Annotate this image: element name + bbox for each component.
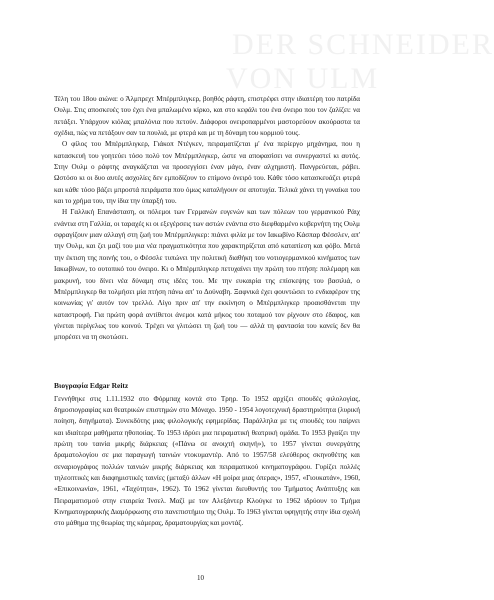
page-number: 10	[197, 574, 204, 582]
document-body	[54, 94, 360, 530]
biography-paragraph: Γεννήθηκε στις 1.11.1932 στο Φόρμπαχ κοντά στο Τρηρ. Το 1952 αρχίζει σπουδές φιλολογίας, δημοσιογραφίας και θεατρικών επιστημών στο Μόναχο. 1950 - 1954 λογοτεχνική δραστηριότητα (λυρική ποίηση, διηγήματα). Συνεκδότης μιας φιλολογικής εφημερίδας. Παράλληλα με τις σπουδές του παίρνει και ιδιαίτερα μαθήματα ηθοποιίας. Το 1953 ιδρύει μια πειραματική θεατρική ομάδα. Το 1953 βγαίζει την πρώτη του ταινία μικρής διάρκειας («Πάνω σε ανοιχτή σκηνή»), το 1957 γίνεται συνεργάτης δραματολογίου σε μια παραγωγή ταινιών ντοκυμαντέρ. Από το 1957/58 ελεύθερος σκηνοθέτης και σεναριογράφος πολλών ταινιών μικρής διάρκειας και πειραματικού κινηματογράφου. Γυρίζει πολλές τηλεοπτικές και διαφημιστικές ταινίες (μεταξύ άλλων «Η μοίρα μιας όπερας», 1957, «Γιουκατάν», 1960, «Επικοινωνία», 1961, «Ταχύτητα», 1962). Τό 1962 γίνεται διευθυντής του Τμήματος Ανάπτυξης και Πειραματισμού στην εταιρεία Ίνσελ. Μαζί με τον Αλεξάντερ Κλούγκε το 1962 ιδρύουν το Τμήμα Κινηματογραφικής Διαμόρφωσης στο πανεπιστήμιο της Ουλμ. Το 1963 γίνεται υφηγητής στην ίδια σχολή στο μάθημα της θεωρίας της κάμερας, δραματουργίας και μοντάζ.	[54, 394, 360, 528]
synopsis-paragraph-1: Τέλη του 18ου αιώνα: ο Άλμπρεχτ Μπέρμπλιγκερ, βοηθός ράφτη, επιστρέφει στην ιδιαιτέρη του πατρίδα Ουλμ. Στις αποσκευές του έχει ένα μπαλωμένο κίρκο, και στο κεφάλι του ένα όνειρο που τον ζαλίζει: να πετάξει. Υπάρχουν κιόλας μπαλόνια που πετούν. Διάφοροι ονειροπαρμένοι μαστορεύουν ακούραστα τα σχέδια, πώς να πετάξουν σαν τα πουλιά, με φτερά και με τη δύναμη του κορμιού τους.	[54, 95, 360, 138]
watermark-line-2: VON ULM	[226, 62, 380, 95]
header-watermark	[226, 28, 494, 96]
biography-heading: Βιογραφία Edgar Reitz	[54, 380, 129, 390]
synopsis-paragraph-3: Η Γαλλική Επανάσταση, οι πόλεμοι των Γερμανών ευγενών και των πόλεων του γερμανικού Ράιχ ενάντια στη Γαλλία, οι ταραχές κι οι εξεγέρσεις των αστών ενάντια στο διεφθαρμένο κυβερνήτη της Ουλμ σφραγίζουν μιαν αλλαγή στη ζωή του Μπέρμπλιγκερ: πιάνει φιλία με τον Ιακωβίνο Κάσπαρ Φέσσλεν, απ' την Ουλμ, και ζει μαζί του μια νέα πραγματικότητα που χαρακτηρίζεται από καταπίεση και φόβο. Μετά την έκτιση της ποινής του, ο Φέσσλε τυπώνει την πολιτική διαθήκη του νοτιογερμανικού κινήματος των Ιακωβίνων, το ουτοπικό του όνειρο. Κι ο Μπέρμπλιγκερ πετυχαίνει την πρώτη του πτήση: πολέμαρη και μακρυνή, του δίνει νέα δύναμη στις ιδέες του. Με την ευκαιρία της επίσκεψης του βασιλιά, ο Μπέρμπλιγκερ θα τολμήσει μία πτήση πάνω απ' το Δούναβη. Ξαφνικά έχει φουντώσει το ενδιαφέρον της κοινωνίας γι' αυτόν τον τρελλό. Λίγο πριν απ' την εκκίνηση ο Μπέρμπλιγκερ προαισθάνεται την καταστροφή. Για πρώτη φορά αντίθετοι άνεμοι κατά μήκος του ποταμού τον ρίχνουν στο έδαφος, και γίνεται περίγελως του κοινού. Τρέχει να γλιτώσει τη ζωή του — αλλά τη φαντασία του κανείς δεν θα μπορέσει να τη σκοτώσει.	[54, 208, 360, 342]
watermark-line-1: DER SCHNEIDER	[232, 28, 494, 61]
synopsis-paragraph-2: Ο φίλος του Μπέρμπλιγκερ, Γιάκοπ Ντέγκεν, πειραματίζεται μ' ένα περίεργο μηχάνημα, που η κατασκευή του γοητεύει τόσο πολύ τον Μπέρμπλιγκερ, ώστε να αποφασίσει να συνεργαστεί κι αυτός. Στην Ουλμ ο ράφτης αναγκάζεται να προσεγγίσει έναν μάγο, έναν αλχημιστή. Πανγρεύεται, ράβει. Ωστόσο κι οι δυο αυτές ασχολίες δεν εμποδίζουν το επίμονο όνειρό του. Κάθε τόσο κατασκευάζει φτερά και κάθε τόσο βάζει μπροστά πειράματα που όμως καταλήγουν σε αποτυχία. Τελικά χάνει τη γυναίκα του και το χρήμα του, την ίδια την ύπαρξή του.	[54, 140, 360, 206]
